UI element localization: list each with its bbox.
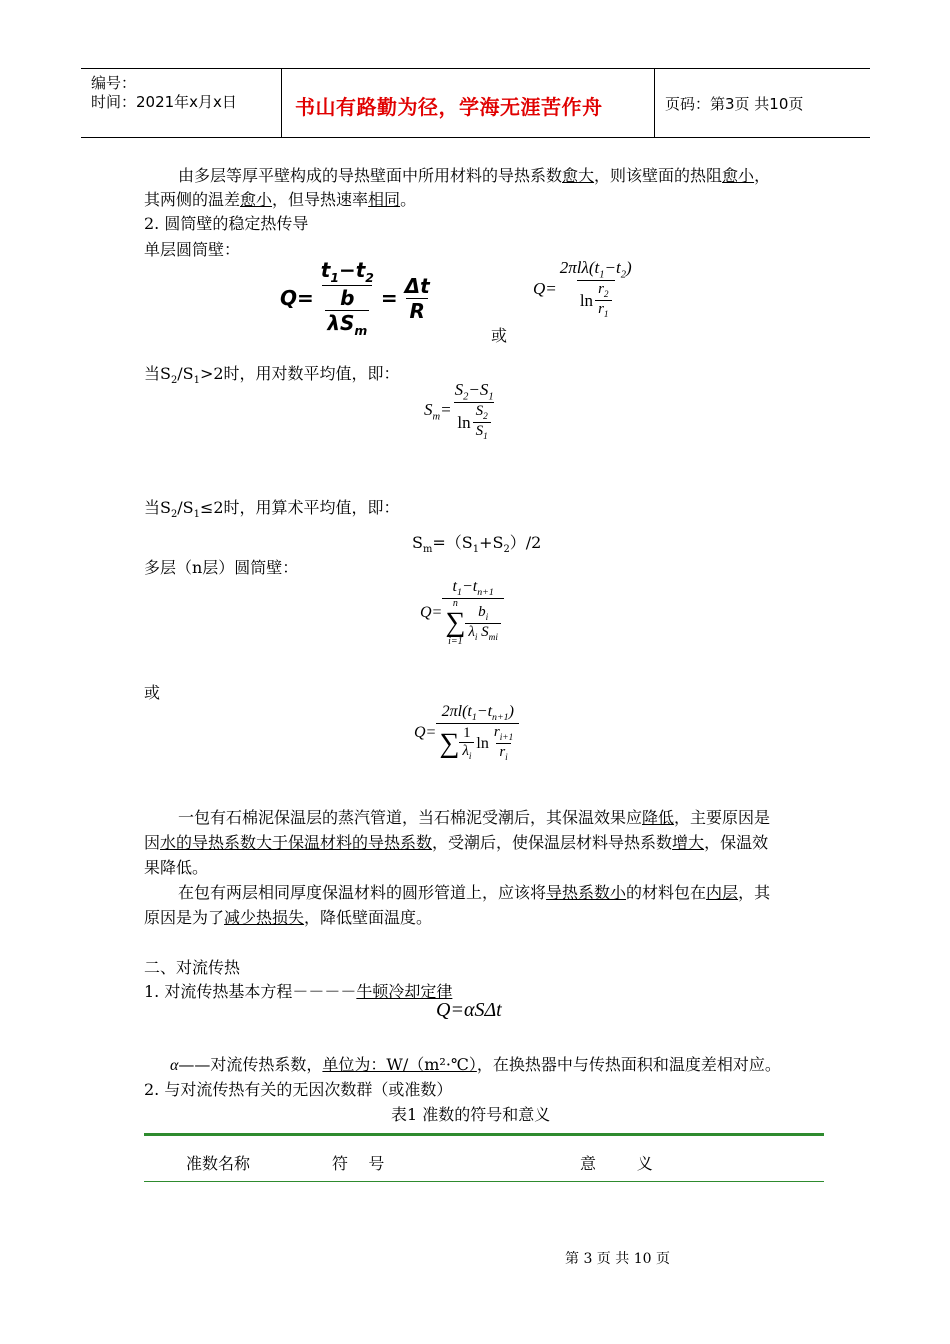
formula-multilayer: Q= $t_1-t_{n+1}$ n ∑ i=1 $\frac{b_i}{\lambda_i S_{mi}}$ (420, 578, 504, 647)
text: ，在换热器中与传热面积和温度差相对应。 (476, 1055, 781, 1074)
table-header-meaning: 意 义 (580, 1154, 653, 1173)
text: ，保温效 (704, 833, 769, 852)
text: 在包有两层相同厚度保温材料的圆形管道上，应该将 (178, 883, 547, 902)
formula-single-wall-ln: Q= $2\pi l\lambda(t_1-t_2)$ ln $\frac{r_2}{r_1}$ (533, 258, 632, 321)
text: 的材料包在 (626, 883, 707, 902)
doc-time-label: 时间：2021年x月x日 (91, 93, 237, 111)
underlined-answer: 水的导热系数大于保温材料的导热系数 (160, 833, 433, 852)
text: ，但导热速率 (272, 190, 369, 209)
page-number-label: 页码：第3页 共10页 (665, 95, 804, 113)
text: 由多层等厚平壁构成的导热壁面中所用材料的导热系数 (178, 166, 563, 185)
text: ，其 (738, 883, 771, 902)
header-divider (281, 69, 282, 137)
section-heading: 2. 圆筒壁的稳定热传导 (144, 214, 309, 233)
formula-single-wall: Q= $t_1-t_2$ b $\lambda S_m$ = $\frac{\Delta t}{R}$ (280, 258, 430, 338)
text: 其两侧的温差 (144, 190, 241, 209)
table-header-symbol: 符 号 (332, 1154, 385, 1173)
doc-number-label: 编号： (91, 74, 137, 92)
subsection-label: 多层（n层）圆筒壁： (144, 558, 299, 577)
subsection-label: 单层圆筒壁： (144, 240, 241, 259)
header-divider (654, 69, 655, 137)
text: ，受潮后，使保温层材料导热系数 (432, 833, 673, 852)
text: 一包有石棉泥保温层的蒸汽管道，当石棉泥受潮后，其保温效果应 (178, 808, 643, 827)
text: α (170, 1057, 179, 1074)
formula-log-mean-area: $S_m=$ $S_2-S_1$ ln $\frac{S_2}{S_1}$ (424, 380, 494, 443)
condition-arith-mean: 当$S_2/S_1\le 2$时，用算术平均值，即： (144, 498, 400, 521)
table-header-rule (144, 1181, 824, 1182)
text: ，则该壁面的热阻 (594, 166, 723, 185)
or-label: 或 (144, 683, 161, 702)
paragraph-insulation-1 (178, 805, 770, 828)
text: 因 (144, 833, 161, 852)
underlined-answer: 愈小 (240, 190, 273, 209)
section-heading: 2. 与对流传热有关的无因次数群（或准数） (144, 1080, 453, 1099)
underlined-answer: 降低 (642, 808, 675, 827)
table-top-rule (144, 1133, 824, 1136)
underlined-answer: 内层 (706, 883, 739, 902)
condition-log-mean: 当$S_2/S_1>2$时，用对数平均值，即： (144, 364, 400, 387)
or-label: 或 (491, 326, 508, 345)
table-header-name: 准数名称 (186, 1154, 251, 1173)
formula-multilayer-ln: Q= $2\pi l(t_1-t_{n+1})$ ∑ $\frac{1}{\lambda_i}$ ln $\frac{r_{i+1}}{r_i}$ (414, 703, 519, 763)
underlined-answer: 愈大 (562, 166, 595, 185)
paragraph-conduction-1 (178, 163, 770, 186)
text: 。 (400, 190, 417, 209)
text: 原因是为了 (144, 908, 225, 927)
paragraph-insulation-2 (178, 880, 770, 903)
text: ，降低壁面温度。 (304, 908, 433, 927)
header-motto: 书山有路勤为径，学海无涯苦作舟 (295, 95, 603, 119)
text: 1. 对流传热基本方程－－－－ (144, 982, 357, 1001)
text: ——对流传热系数， (178, 1055, 323, 1074)
underlined-answer: 导热系数小 (546, 883, 627, 902)
paragraph-insulation-1-cont (144, 830, 768, 853)
underlined-answer: 增大 (672, 833, 705, 852)
paragraph-conduction-1-cont (144, 187, 416, 210)
page-header (81, 68, 870, 138)
paragraph-insulation-2-cont (144, 905, 432, 928)
underlined-answer: 相同 (368, 190, 401, 209)
underlined-answer: 减少热损失 (224, 908, 305, 927)
paragraph-insulation-1-end: 果降低。 (144, 858, 209, 877)
page-footer: 第 3 页 共 10 页 (565, 1251, 670, 1267)
text: ，主要原因是 (674, 808, 771, 827)
section-heading: 二、对流传热 (144, 958, 241, 977)
underlined-answer: 牛顿冷却定律 (356, 982, 453, 1001)
formula-arith-mean-area: $S_m=(S_1+S_2)/2$ (412, 533, 542, 556)
convection-equation-heading (144, 979, 452, 1002)
table-caption: 表1 准数的符号和意义 (391, 1105, 551, 1124)
underlined-answer: 愈小 (722, 166, 755, 185)
underlined-answer: 单位为：W/（m²·℃） (322, 1055, 477, 1074)
formula-newton-cooling: Q=αSΔt (436, 999, 502, 1021)
alpha-definition (170, 1052, 781, 1075)
text: ， (754, 166, 771, 185)
